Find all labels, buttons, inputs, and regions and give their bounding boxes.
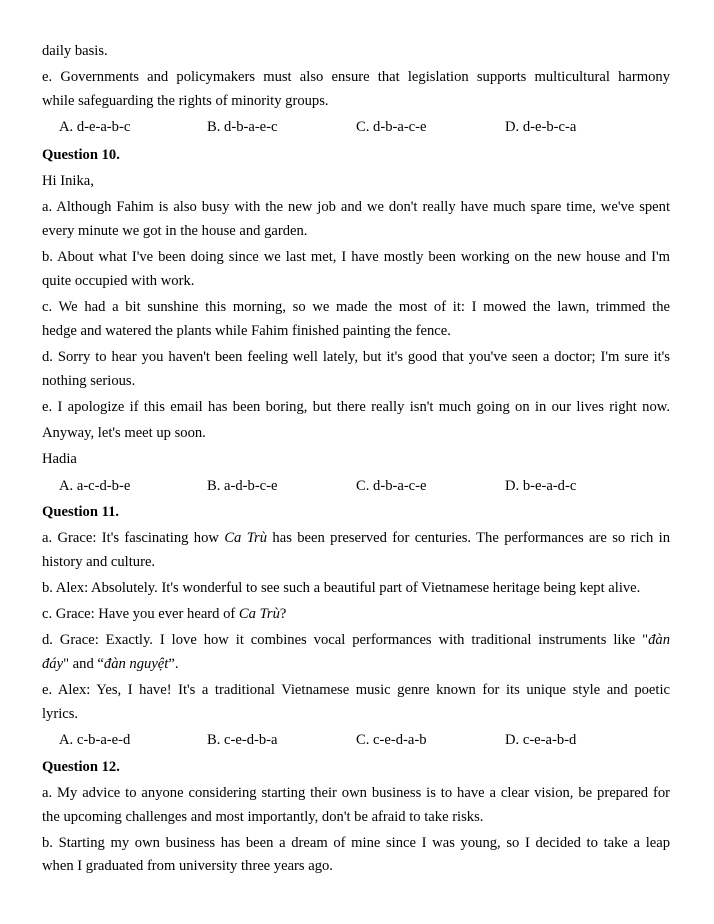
q11-item-e: e. Alex: Yes, I have! It's a traditional Vietnamese music genre known for its unique style and poetic (42, 682, 670, 698)
q10-answer-choices (59, 477, 659, 495)
q11-item-d: đáy" and “đàn nguyệt”. (42, 656, 179, 672)
q12-item-b: when I graduated from university three years ago. (42, 858, 333, 874)
q11-item-a: a. Grace: It's fascinating how Ca Trù has been preserved for centuries. The performances are so rich in (42, 530, 670, 546)
answer-a[interactable]: A. a-c-d-b-e (59, 478, 131, 494)
question-10-title: Question 10. (42, 147, 120, 163)
q11-answer-choices (59, 731, 659, 749)
q11-item-d: d. Grace: Exactly. I love how it combines vocal performances with traditional instruments like "đàn (42, 632, 670, 648)
answer-d[interactable]: D. d-e-b-c-a (505, 119, 577, 135)
q12-item-a: the upcoming challenges and most importantly, don't be afraid to take risks. (42, 809, 484, 825)
q10-item-b: b. About what I've been doing since we last met, I have mostly been working on the new house and I'm (42, 249, 670, 265)
question-11-title: Question 11. (42, 504, 120, 520)
answer-c[interactable]: C. c-e-d-a-b (356, 732, 427, 748)
answer-a[interactable]: A. d-e-a-b-c (59, 119, 131, 135)
q11-item-c: c. Grace: Have you ever heard of Ca Trù? (42, 606, 287, 622)
q10-item-a: a. Although Fahim is also busy with the new job and we don't really have much spare time, we've spent (42, 199, 670, 215)
answer-d[interactable]: D. b-e-a-d-c (505, 478, 577, 494)
answer-c[interactable]: C. d-b-a-c-e (356, 119, 427, 135)
answer-a[interactable]: A. c-b-a-e-d (59, 732, 131, 748)
q10-item-e: e. I apologize if this email has been boring, but there really isn't much going on in our lives right now. (42, 399, 670, 415)
q10-item-d: nothing serious. (42, 373, 136, 389)
q10-item-d: d. Sorry to hear you haven't been feeling well lately, but it's good that you've seen a doctor; I'm sure it's (42, 349, 670, 365)
answer-b[interactable]: B. d-b-a-e-c (207, 119, 278, 135)
q10-item-b: quite occupied with work. (42, 273, 195, 289)
answer-d[interactable]: D. c-e-a-b-d (505, 732, 577, 748)
q9-option-e-line: e. Governments and policymakers must also ensure that legislation supports multicultural harmony (42, 69, 670, 85)
answer-b[interactable]: B. c-e-d-b-a (207, 732, 278, 748)
question-12-title: Question 12. (42, 759, 120, 775)
q10-greeting: Hi Inika, (42, 173, 94, 189)
q11-item-e: lyrics. (42, 706, 79, 722)
answer-b[interactable]: B. a-d-b-c-e (207, 478, 278, 494)
q10-item-e: Anyway, let's meet up soon. (42, 425, 206, 441)
q10-item-c: c. We had a bit sunshine this morning, so we made the most of it: I mowed the lawn, trimmed the (42, 299, 670, 315)
q11-item-b: b. Alex: Absolutely. It's wonderful to see such a beautiful part of Vietnamese heritage being kept alive. (42, 580, 641, 596)
q9-option-e-line: while safeguarding the rights of minority groups. (42, 93, 329, 109)
q9-answer-choices (59, 118, 659, 136)
paragraph-line: daily basis. (42, 43, 108, 59)
q10-item-a: every minute we got in the house and garden. (42, 223, 308, 239)
q10-signature: Hadia (42, 451, 77, 467)
q12-item-b: b. Starting my own business has been a dream of mine since I was young, so I decided to take a leap (42, 835, 670, 851)
q10-item-c: hedge and watered the plants while Fahim finished painting the fence. (42, 323, 451, 339)
answer-c[interactable]: C. d-b-a-c-e (356, 478, 427, 494)
q11-item-a: history and culture. (42, 554, 156, 570)
q12-item-a: a. My advice to anyone considering starting their own business is to have a clear vision, be prepared for (42, 785, 670, 801)
